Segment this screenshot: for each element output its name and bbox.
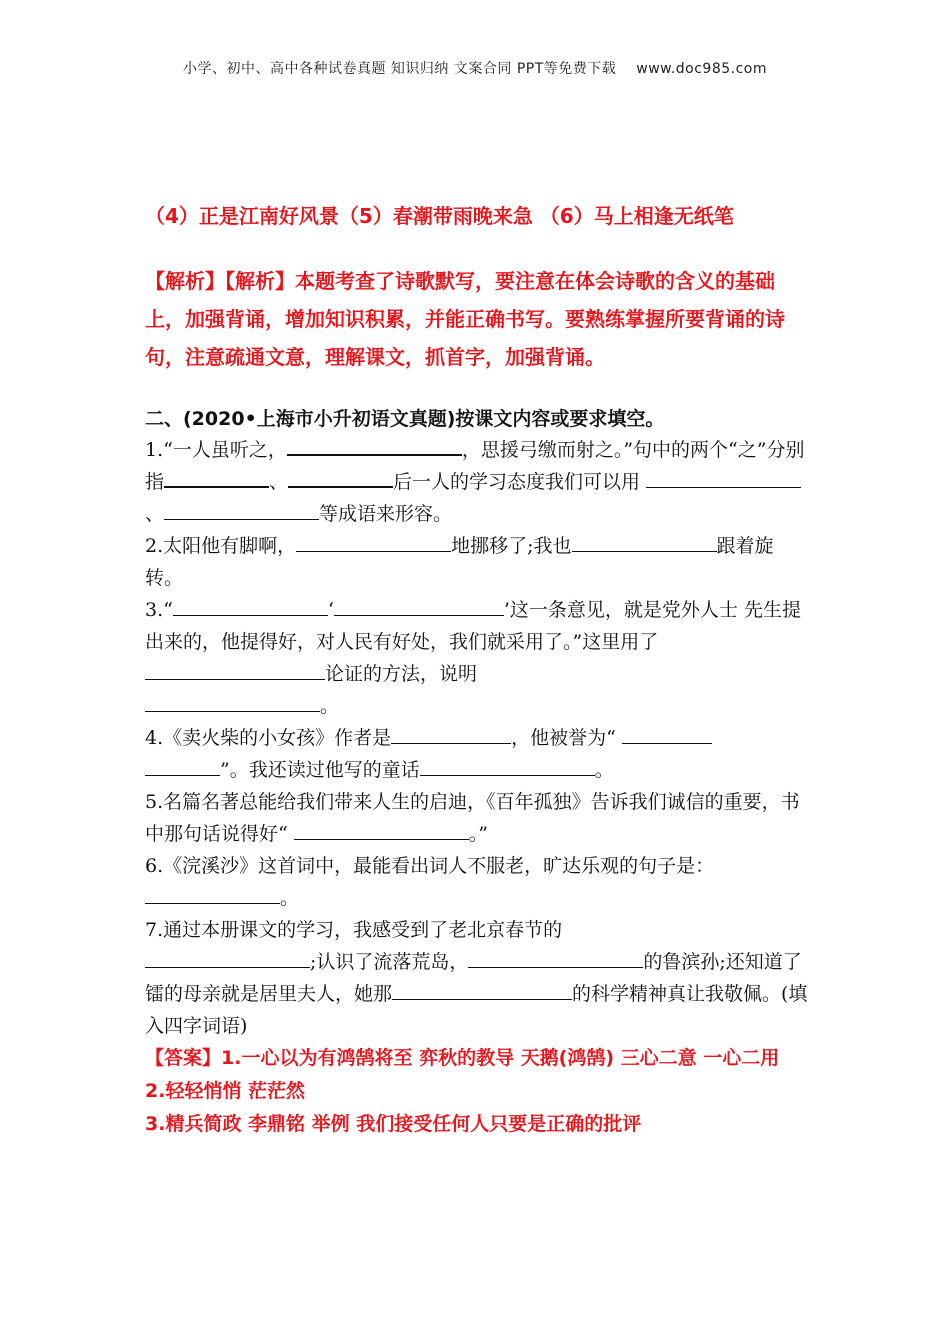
previous-answer: （4）正是江南好风景（5）春潮带雨晚来急 （6）马上相逢无纸笔 (145, 204, 734, 228)
blank[interactable] (145, 883, 280, 904)
blank[interactable] (145, 659, 325, 680)
blank[interactable] (164, 466, 269, 488)
question-3: 3.“ ‘ ’这一条意见，就是党外人士 先生提出来的，他提得好，对人民有好处，我们就采用了。”这里用了论证的方法，说明 。 (145, 594, 810, 722)
blank[interactable] (391, 723, 511, 744)
blank[interactable] (287, 434, 462, 456)
analysis-paragraph: 【解析】【解析】本题考查了诗歌默写，要注意在体会诗歌的含义的基础上，加强背诵，增加知识积累，并能正确书写。要熟练掌握所要背诵的诗句，注意疏通文意，理解课文，抓首字，加强背诵。 (145, 269, 785, 369)
question-6: 6.《浣溪沙》这首词中，最能看出词人不服老，旷达乐观的句子是： 。 (145, 855, 715, 909)
blank[interactable] (468, 947, 643, 968)
blank[interactable] (622, 723, 712, 744)
blank[interactable] (572, 531, 717, 552)
answer-block (145, 1042, 810, 1141)
blank[interactable] (145, 947, 310, 968)
blank[interactable] (145, 755, 220, 776)
answer-3: 3.精兵简政 李鼎铭 举例 我们接受任何人只要是正确的批评 (145, 1113, 642, 1135)
blank[interactable] (164, 499, 319, 520)
blank[interactable] (294, 819, 469, 840)
document-body (145, 200, 810, 1141)
blank[interactable] (420, 755, 595, 776)
header-text: 小学、初中、高中各种试卷真题 知识归纳 文案合同 PPT等免费下载 (182, 61, 617, 77)
blank[interactable] (145, 691, 320, 712)
header-site-link[interactable]: www.doc985.com (636, 61, 768, 77)
answer-2: 2.轻轻悄悄 茫茫然 (145, 1080, 306, 1102)
answer-label: 【答案】 (145, 1047, 222, 1069)
blank[interactable] (288, 466, 393, 488)
blank[interactable] (646, 467, 801, 488)
question-7: 7.通过本册课文的学习，我感受到了老北京春节的 ;认识了流落荒岛， 的鲁滨孙;还知道了镭的母亲就是居里夫人，她那 的科学精神真让我敬佩。(填入四字词语) (145, 919, 808, 1037)
blank[interactable] (296, 531, 451, 552)
question-1: 1.“一人虽听之， ，思援弓缴而射之。”句中的两个“之”分别指 、 后一人的学习态度我们可以用 、 等成语来形容。 (145, 434, 810, 530)
section-title: 二、(2020•上海市小升初语文真题)按课文内容或要求填空。 (145, 408, 665, 430)
answer-1: 1.一心以为有鸿鹄将至 弈秋的教导 天鹅(鸿鹄) 三心二意 一心二用 (221, 1047, 780, 1069)
blank[interactable] (334, 595, 504, 616)
blank[interactable] (392, 979, 572, 1000)
question-2: 2.太阳他有脚啊， 地挪移了;我也 跟着旋转。 (145, 530, 810, 594)
blank[interactable] (173, 595, 328, 616)
page-header (0, 58, 950, 78)
question-4: 4.《卖火柴的小女孩》作者是 ，他被誉为“ ”。我还读过他写的童话 。 (145, 722, 810, 786)
question-5: 5.名篇名著总能给我们带来人生的启迪，《百年孤独》告诉我们诚信的重要，书中那句话说得好“ 。” (145, 791, 800, 845)
